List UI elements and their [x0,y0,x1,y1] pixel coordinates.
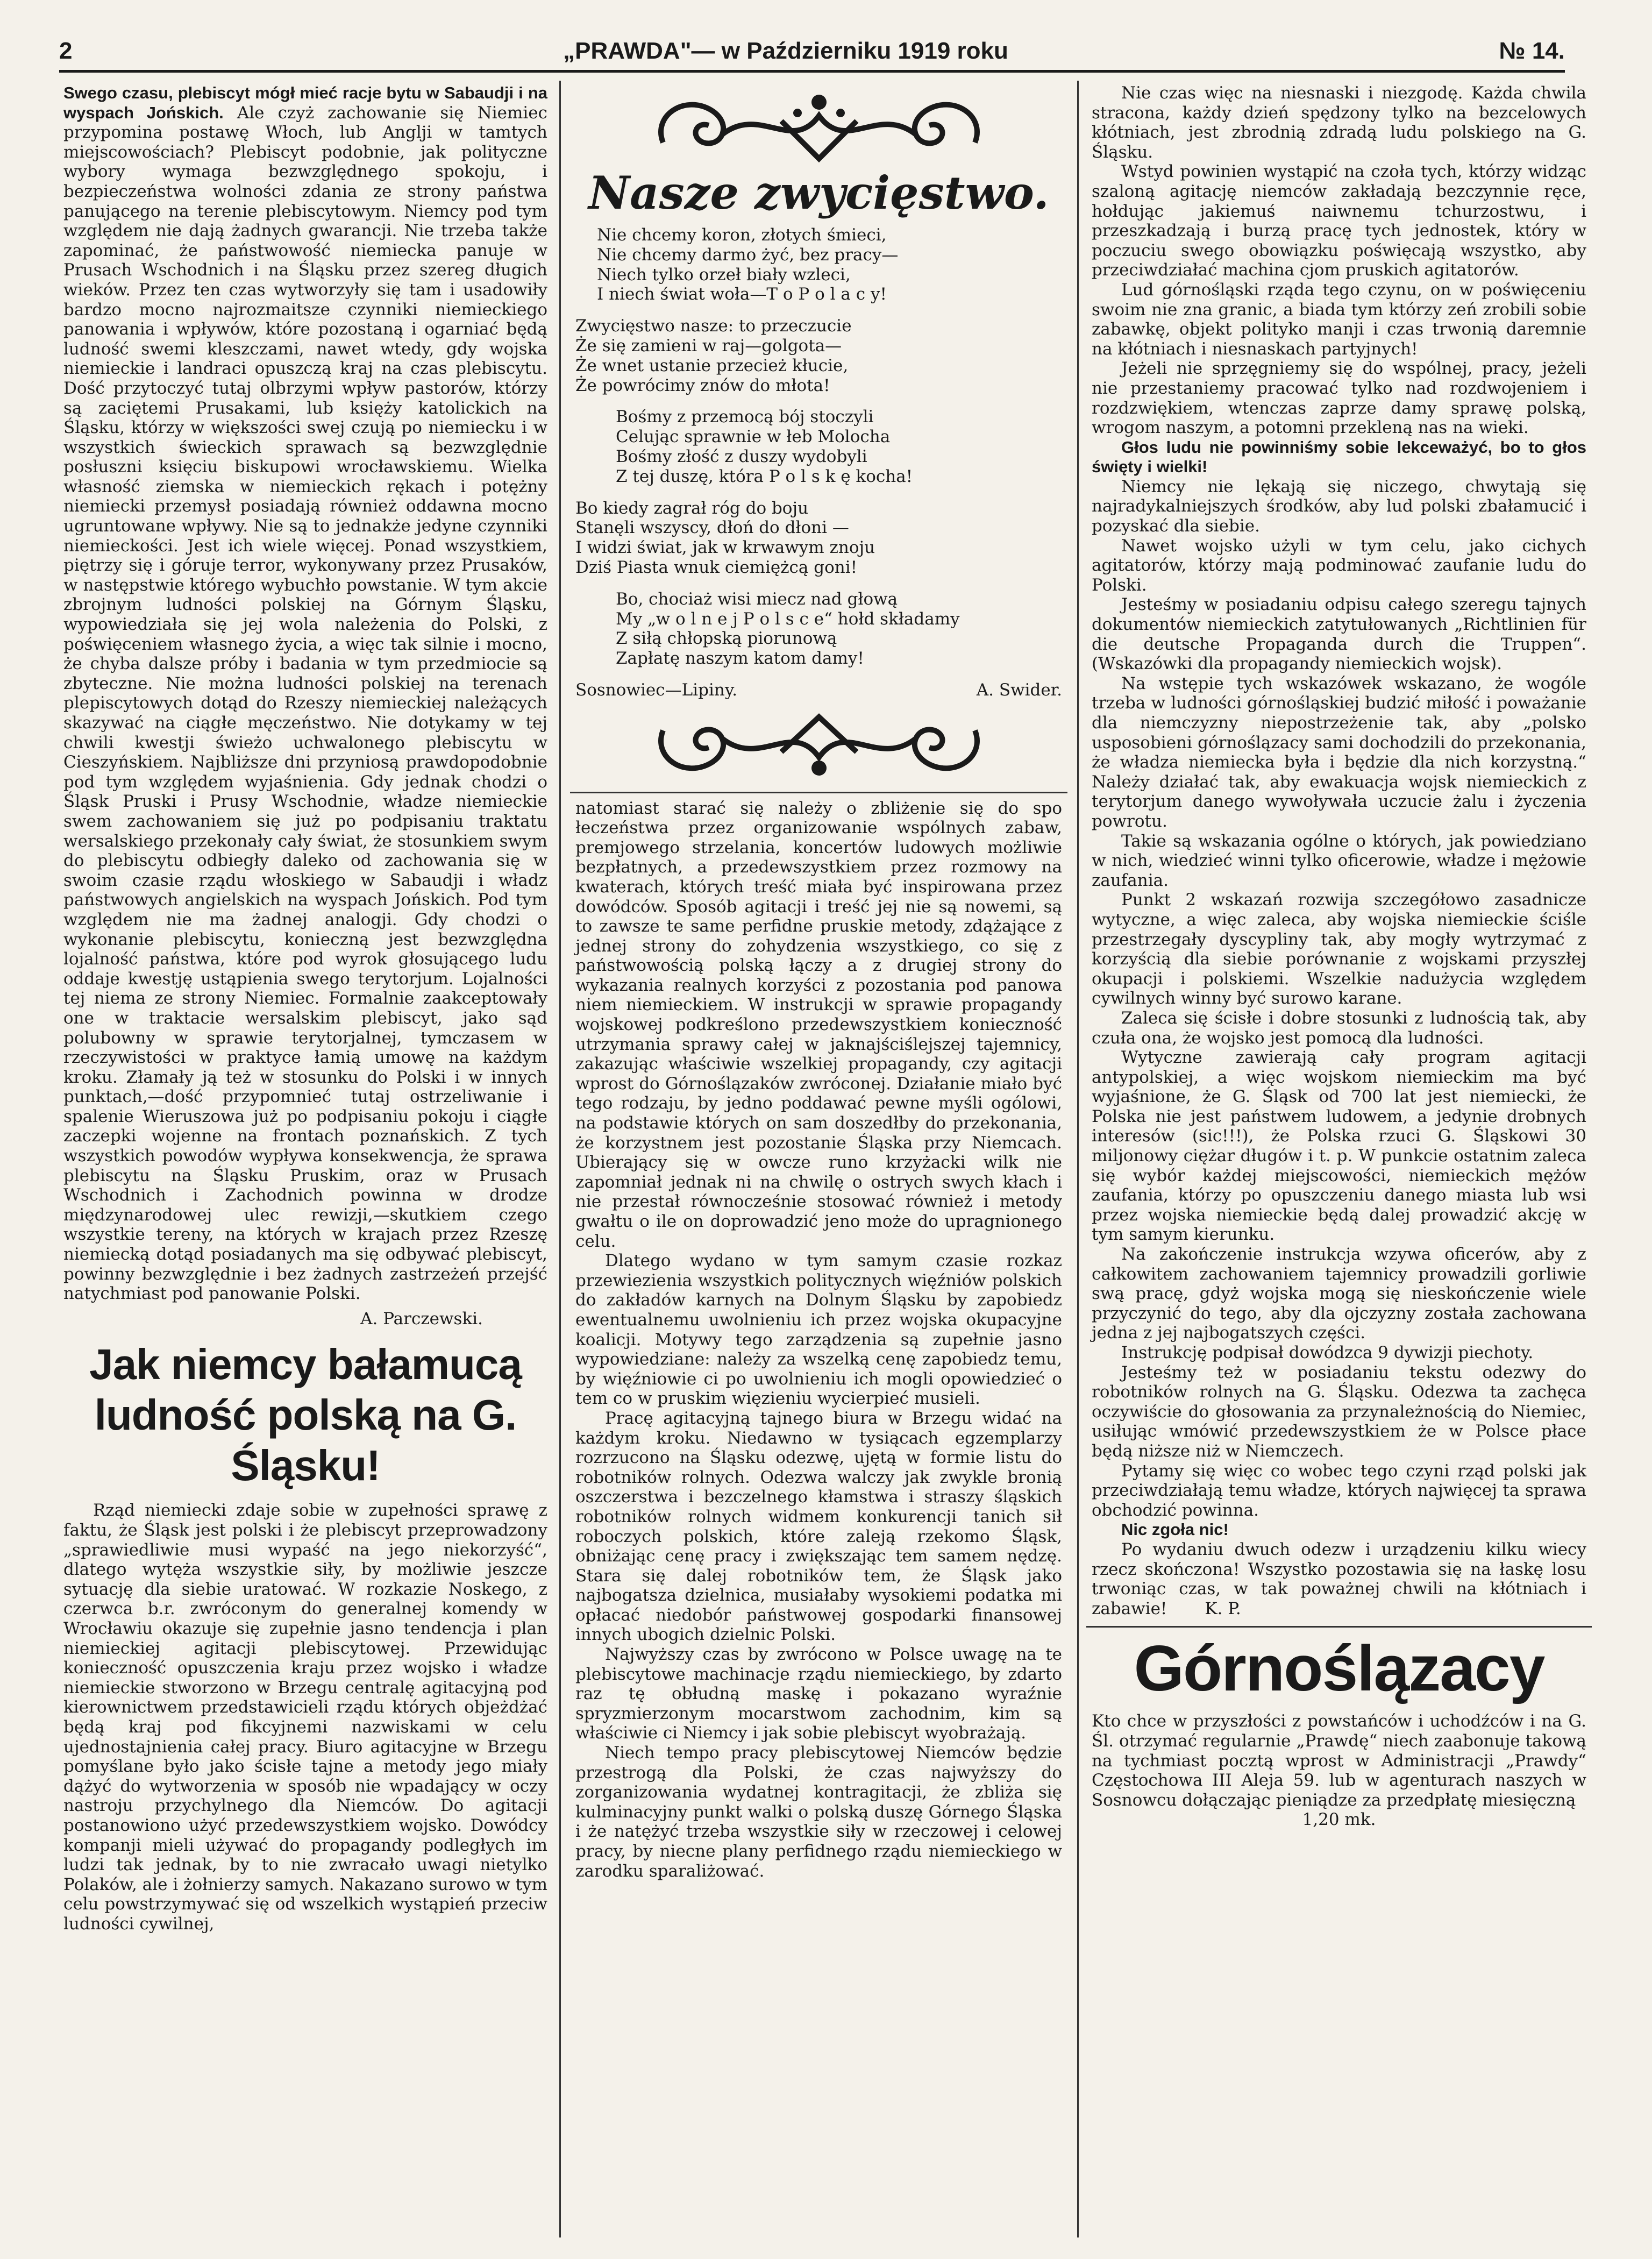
col3-para-7: Jesteśmy w posiadaniu odpisu całego szeregu tajnych dokumentów niemieckich zatytułowanych „Richtlinien für die deutsche Propaganda durch die Truppen“. (Wskazówki dla propagandy niemieckich wojsk). [1092,595,1586,674]
ad-price: 1,20 mk. [1302,1810,1376,1830]
bold-short: Nic zgoła nic! [1121,1520,1229,1539]
poem-line: My „w o l n e j P o l s c e“ hołd składamy [616,609,960,629]
article-signature: A. Parczewski. [360,1309,483,1329]
poem-line: Z tej duszę, która P o l s k ę kocha! [616,466,913,486]
poem-stanza-3 [575,407,1062,486]
article-jak-niemcy-body: Rząd niemiecki zdaje sobie w zupełności sprawę z faktu, że Śląsk jest polski i że plebiscyt przeprowadzony „sprawiedliwie musi wypaść na jego niekorzyść“, dlatego wytęża wszystkie siły, by możliwie jeszcze sytuację dla siebie uratować. W rozkazie Noskego, z czerwca b.r. zwróconym do generalnej komendy w Wrocławiu okazuje się zupełnie jasno tendencja i plan niemieckiej agitacji plebiscytowej. Przewidując konieczność opuszczenia kraju przez wojsko i władze niemieckie stworzono w Brzegu centralę agitacyjną pod kierownictwem przedstawicieli rządu których objeżdżać będą kraj pod fikcyjnemi nazwiskami w celu ujednostajnienia całej pracy. Biuro agitacyjne w Brzegu pomyślane było jako ścisłe tajne a metody jego miały dążyć do wytworzenia w sposób nie wpadający w oczy nastroju przychylnego dla Niemców. Do agitacji postanowiono użyć przedewszystkiem wojsko. Dowódcy kompanji mieli używać do propagandy podległych im ludzi tak jednak, by to nie zwracało uwagi nietylko Polaków, ale i żołnierzy samych. Nakazano surowo w tym celu powstrzymywać się od wszelkich wystąpień przeciw ludności cywilnej, [63,1501,547,1934]
poem-line: Że wnet ustanie przecież kłucie, [575,356,849,375]
col3-para-13: Na zakończenie instrukcja wzywa oficerów, aby z całkowitem zachowaniem tajemnicy prowadzili gorliwie swą pracę, gdyż wojska mogą się nieskończenie wiele przyczynić do tego, aby dla ojczyzny została zachowana jedna z jej najbogatszych części. [1092,1245,1586,1343]
col3-para-1: Nie czas więc na niesnaski i niezgodę. Każda chwila stracona, każdy dzień spędzony tylko na bezcelowych kłótniach, jest zbrodnią zdradą ludu polskiego na G. Śląsku. [1092,83,1586,162]
poem-line: Niech tylko orzeł biały wzleci, [597,265,851,285]
article-continued-5: Niech tempo pracy plebiscytowej Niemców będzie przestrogą dla Polski, że czas najwyższy do zorganizowania wydatnej kontragitacji, że zbliża się kulminacyjny punkt walki o polską duszę Górnego Śląska i że natężyć trzeba wszystkie siły w rzeczowej i celowej pracy, by niecne plany perfidnego rządu niemieckiego w zarodku sparaliżować. [575,1743,1062,1881]
column-2 [575,83,1062,1881]
column-rule-right [1077,81,1079,2237]
poem-line: Nie chcemy darmo żyć, bez pracy— [597,245,899,265]
col3-para-5: Niemcy nie lękają się niczego, chwytają się najradykalniejszych środków, aby lud polski zbałamucić i pozyskać dla siebie. [1092,477,1586,536]
poem-line: Celując sprawnie w łeb Molocha [616,427,891,447]
col3-para-10: Punkt 2 wskazań rozwija szczegółowo zasadnicze wytyczne, a więc zaleca, aby wojska niemieckie ściśle przestrzegały dyscypliny tak, aby mogły wytrzymać z korzyścią dla siebie porównanie z wojskami przyszłej okupacji i polskiemi. Wszelkie nadużycia względem cywilnych winny być surowo karane. [1092,890,1586,1008]
col3-para-3: Lud górnośląski rządа tego czynu, on w poświęceniu swoim nie zna granic, a biada tym którzy zeń zrobili sobie zabawkę, objekt polityko manji i czas trwonią daremnie na kłótniach i niesnaskach partyjnych! [1092,280,1586,359]
col3-para-12: Wytyczne zawierają cały program agitacji antypolskiej, a więc wojskom niemieckim ma być wyjaśnione, że G. Śląsk od 700 lat jest niemiecki, że Polska nie jest państwem ludowem, a jedynie drobnych interesów (sic!!!), że Polska rzuci G. Śląskowi 30 miljonowy ciężar długów i t. p. W punkcie ostatnim zaleca się wybór każdej miejscowości, niemieckich mężów zaufania, którzy po opuszczeniu danego miasta lub wsi przez wojska niemieckie będą dalej prowadzić akcję w tym samym kierunku. [1092,1048,1586,1245]
col3-para-14: Instrukcję podpisał dowódzca 9 dywizji piechoty. [1121,1343,1534,1362]
col3-para-2: Wstyd powinien wystąpić na czoła tych, którzy widząc szaloną agitację niemców zakładają bezczynnie ręce, hołdując jakiemuś naiwnemu tchurzostwu, i przeszkadzają i burzą pracę tych jednostek, który w poczuciu swego obowiązku poświęcają wszystko, aby przeciwdziałać machina cjom pruskich agitatorów. [1092,162,1586,280]
poem-line: Dziś Piasta wnuk ciemiężcą goni! [575,557,858,577]
poem-stanza-5 [575,589,1062,669]
headline-jak-niemcy: Jak niemcy bałamucą ludność polską na G. Śląsku! [89,1340,522,1490]
poem-line: Z siłą chłopską piorunową [616,629,837,649]
col3-para-15: Jesteśmy też w posiadaniu tekstu odezwy do robotników rolnych na G. Śląsku. Odezwa ta zachęca oczywiście do głosowania za przynależnością do Niemiec, usiłując wmówić przedewszystkiem że w Polsce płace będą niższe niż w Niemczech. [1092,1362,1586,1461]
poem-line: Bośmy złość z duszy wydobyli [616,446,867,466]
ornament-bottom-icon [642,709,996,784]
col3-para-11: Zaleca się ścisłe i dobre stosunki z ludnością tak, aby czuła ona, że wojsko jest pomocą dla ludności. [1092,1008,1586,1048]
page-header [59,32,1565,73]
poem-stanza-4 [575,499,1062,578]
col3-bold-short [1092,1520,1586,1540]
poem-line: Zapłatę naszym katom damy! [616,649,864,669]
poem-title: Nasze zwycięstwo. [588,166,1049,219]
poem-line: Bośmy z przemocą bój stoczyli [616,407,874,427]
article-continued-1: natomiast starać się należy o zbliżenie się do spo łeczeństwa przez organizowanie wspólnych zabaw, premjowego strzelania, koncertów ludowych możliwie bezpłatnych, a przedewszystkiem przez rozmowy na kwaterach, których treść miała być inspirowana przez dowódców. Sposób agitacji i treść jej nie są nowemi, są to zawsze te same perfidne pruskie metody, zdążające z jednej strony do zohydzenia wszystkiego, co się z państwowością polską łączy a z drugiej strony do wykazania realnych korzyści z pozostania pod panowa niem niemieckiem. W instrukcji w sprawie propagandy wojskowej podkreślono przedewszystkiem konieczność utrzymania sprawy całej w jaknajściślejszej tajemnicy, zakazując właściwie wszelkiej propagandy, czy agitacji wprost do Górnoślązaków zwróconej. Działanie miało być tego rodzaju, by jedno poddawać pewne myśli ogólowi, na podstawie których on sam doszedłby do przekonania, że korzystnem jest pozostanie Śląska przy Niemcach. Ubierający się w owcze runo krzyżacki wilk nie zapomniał jednak ni na chwilę o ostrych swych kłach i nie przestał równocześnie stosować również i metody gwałtu o ile on doprowadzić jeno może do upragnionego celu. [575,798,1062,1251]
col3-para-6: Nawet wojsko użyli w tym celu, jako cichych agitatorów, którzy mają podminować zaufanie ludu do Polski. [1092,536,1586,595]
last-para-text: Po wydaniu dwuch odezw i urządzeniu kilku wiecy rzecz skończona! Wszystko pozostawia się na łaskę losu trwoniąc czas, w tak poważnej chwili na kłótniach i zabawie! [1092,1539,1586,1618]
bold-statement: Głos ludu nie powinniśmy sobie lekceważyć, bo to głos święty i wielki! [1092,437,1586,477]
poem-stanza-1 [575,225,1062,304]
article-plebiscyt [63,83,547,1304]
poem-line: Nie chcemy koron, złotych śmieci, [597,225,887,245]
poem-divider [570,792,1067,793]
ad-divider [1086,1626,1592,1628]
poem-line: Stanęli wszyscy, dłoń do dłoni — [575,518,849,538]
col3-para-9: Takie są wskazania ogólne o których, jak powiedziano w nich, wiedzieć winni tylko oficerowie, władze i mężowie zaufania. [1092,831,1586,890]
poem-line: Bo, chociaż wisi miecz nad głową [616,589,898,609]
poem-line: Że powrócimy znów do młota! [575,375,830,395]
column-rule-left [559,81,561,2237]
col3-para-4: Jeżeli nie sprzęgniemy się do wspólnej, pracy, jeżeli nie przestaniemy pracować tylko nad rozdwojeniem i rozdzwiękiem, wtenczas zaprze damy sprawę polską, wrogom naszym, a potomni przekleną nas na wieki. [1092,359,1586,438]
column-3 [1092,83,1586,1830]
article-lead: Swego czasu, plebiscyt mógł mieć racje bytu w Sabaudji i na wyspach Jońskich. [63,83,547,122]
poem-line: I niech świat woła—T o P o l a c y! [597,285,887,304]
col3-para-16: Pytamy się więc co wobec tego czyni rząd polski jak przeciwdziałają temu władze, których najwięcej ta sprawa obchodzić powinna. [1092,1461,1586,1520]
poem-line: Bo kiedy zagrał róg do boju [575,498,809,518]
article-continued-3: Pracę agitacyjną tajnego biura w Brzegu widać na każdym kroku. Niedawno w tysiącach egzemplarzy rozrzucono na Śląsku odezwę, ujętą w formie listu do robotników rolnych. Odezwa walczy jak zwykle bronią oszczerstwa i bezczelnego kłamstwa i straszy śląskich robotników rolnych widmem konkurencji tanich sił roboczych polskich, które zaleją rzekomo Śląsk, obniżając cenę pracy i zwiększając tem samem nędzę. Stara się dalej robotników tem, że Śląsk jako najbogatsza dzielnica, musiałaby wysokiemi podatka mi opłacać niedobór państwowej gospodarki finansowej innych ubogich dzielnic Polski. [575,1408,1062,1645]
issue-number: № 14. [1499,38,1565,64]
ad-text: Kto chce w przyszłości z powstańców i uchodźców i na G. Śl. otrzymać regularnie „Prawdę“ niech zaabonuje takową na tychmiast pocztą wprost w Administracji „Prawdy“ Częstochowa III Aleja 59. lub w agenturach naszych w Sosnowcu dołączając pieniądze za przedpłatę miesięczną [1092,1711,1586,1810]
poem-author: A. Swider. [976,680,1062,700]
last-signature: K. P. [1205,1599,1241,1618]
poem-signature [575,680,1062,700]
col3-para-8: Na wstępie tych wskazówek wskazano, że wogóle trzeba w ludności górnośląskiej budzić miłość i poważanie dla niemczyzny niepostrzeżenie tak, aby „polsko usposobieni górnoślązacy sami dochodzili do przekonania, że władza niemiecka była i będzie dla nich korzystną.“ Należy działać tak, aby ewakuacja wojsk niemieckich z terytorjum danego wywoływała uczucie żalu i życzenia powrotu. [1092,673,1586,831]
article-body: Ale czyż zachowanie się Niemiec przypomina postawę Włoch, lub Anglji w tamtych miejscowościach? Plebiscyt podobnie, jak polityczne wybory wymaga bezwzględnego spokoju, i bezpieczeństwa wolności zdania ze strony państwa panującego na terenie plebiscytowym. Niemcy pod tym względem nie dają żadnych gwarancji. Nie trzeba także zapominać, że państwowość niemiecka panuje w Prusach Wschodnich i na Śląsku przez szereg długich wieków. Przez ten czas wytworzyły się tam i usadowiły bardzo mocno najrozmaitsze czynniki niemieckiego panowania i wpływów, które pozostaną i ogarniać będą ludność swemi kleszczami, nawet wtedy, gdy wojska niemieckie i landraci opuszczą kraj na czas plebiscytu. Dość przytoczyć tutaj olbrzymi wpływ pastorów, którzy są zaciętemi Prusakami, lub księży katolickich na Śląsku, którzy w większości swej czują po niemiecku i w wszystkich świeckich sprawach są bezwzględnie posłuszni księciu biskupowi wrocławskiemu. Wielka własność ziemska w niemieckich rękach i potężny niemiecki przemysł posiadają również oddawna mocno ugruntowane wpływy. Nie są to jednakże jedyne czynniki niemieckości. Jest ich wiele więcej. Ponad wszystkiem, piętrzy się i góruje terror, wykonywany przez Prusaków, w następstwie którego wybuchło powstanie. W tym akcie zbrojnym ludności polskiej na Górnym Śląsku, wypowiedziała się jej wola należenia do Polski, z poświęceniem własnego życia, a więc tak silnie i mocno, że chyba dalsze próby i badania w tym przedmiocie są zbyteczne. Nie można ludności polskiej na terenach plepiscytowych dotąd do Rzeszy niemieckiej należących skazywać na ciągłe męczeństwo. Nie dotykamy w tej chwili kwestji świeżo uchwalonego plebiscytu w Cieszyńskiem. Najbliższe dni przyniosą prawdopodobnie pod tym względem wyjaśnienia. Gdy jednak chodzi o Śląsk Pruski i Prusy Wschodnie, władze niemieckie swem zachowaniem się już po podpisaniu traktatu wersalskiego przekonały cały świat, że stosunkiem swym do plebiscytu odbiegły daleko od zachowania się w swoim czasie rządu włoskiego w Sabaudji i władz państwowych angielskich na wyspach Jońskich. Pod tym względem nie ma żadnej analogji. Gdy chodzi o wykonanie plebiscytu, konieczną jest bezwzględna lojalność państwa, które pod wyrok głosującego ludu oddaje kwestję ustąpienia swego terytorjum. Lojalności tej niema ze strony Niemiec. Formalnie zaakceptowały one w traktacie wersalskim plebiscyt, jako sąd polubowny w sprawie terytorjalnej, tymczasem w rzeczywistości w praktyce łamią umowę na każdym kroku. Złamały ją też w stosunku do Polski i w innych punktach,—dość przypomnieć tutaj ostrzeliwanie i spalenie Wieruszowa już po podpisaniu pokoju i ciągłe zaczepki wojenne na frontach poznańskich. Z tych wszystkich powodów wypływa konsekwencja, że sprawa plebiscytu na Śląsku Pruskim, oraz w Prusach Wschodnich i Zachodnich powinna w drodze międzynarodowej ulec rewizji,—skutkiem czego wszystkie tereny, na których w krajach przez Rzeszę niemiecką dotąd posiadanych ma się odbywać plebiscyt, powinny bezwzględnie i bez żadnych zastrzeżeń przejść natychmiast pod panowanie Polski. [63,103,548,1304]
poem-line: Że się zamieni w raj—golgota— [575,336,842,356]
page-number: 2 [59,38,73,64]
ornament-top-icon [642,83,996,164]
poem-place: Sosnowiec—Lipiny. [575,680,738,700]
ad-title: Górnoślązacy [1134,1632,1544,1705]
masthead-title: „PRAWDA"— w Październiku 1919 roku [563,38,1008,64]
article-continued-2: Dlatego wydano w tym samym czasie rozkaz przewiezienia wszystkich politycznych więźniów polskich do zakładów karnych na Dolnym Śląsku by zapobiedz ewentualnemu uwolnieniu ich przez wojska okupacyjne koalicji. Motywy tego zarządzenia są zupełnie jasno wypowiedziane: należy za wszelką cenę zapobiedz temu, by więźniowie ci po uwolnieniu ich mogli opowiedzieć o tem co w pruskim więzieniu wycierpieć musieli. [575,1251,1062,1409]
col3-bold-line [1092,438,1586,477]
article-continued-4: Najwyższy czas by zwrócono w Polsce uwagę na te plebiscytowe machinacje rządu niemieckiego, by zdarto raz tę obłudną maskę i pokazano wyraźnie spryzmierzonym mocarstwom zachodnim, kim są właściwie ci Niemcy i jak sobie plebiscyt wyobrażają. [575,1645,1062,1743]
poem-line: Zwycięstwo nasze: to przeczucie [575,316,852,336]
col3-last-para [1092,1540,1586,1618]
poem-line: I widzi świat, jak w krwawym znoju [575,538,875,558]
column-1 [63,83,547,1934]
poem-stanza-2 [575,316,1062,395]
